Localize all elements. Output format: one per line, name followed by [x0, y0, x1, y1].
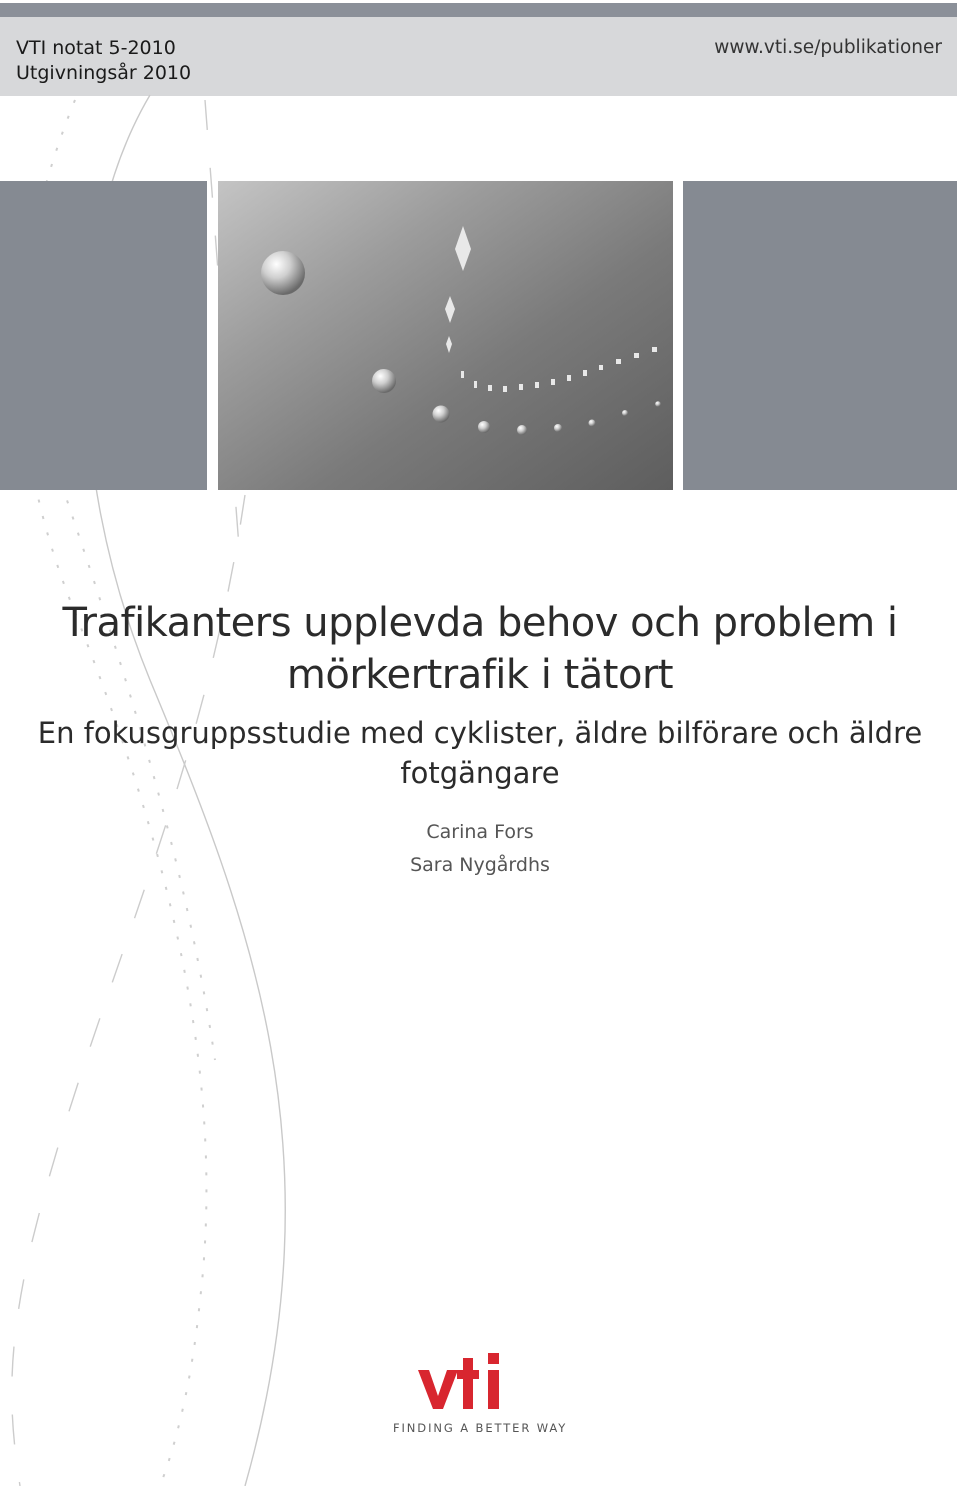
tile-shape: [551, 379, 555, 385]
gray-panel-left: [0, 181, 207, 490]
sphere: [372, 369, 396, 393]
logo-letter-t-stem: [463, 1358, 473, 1409]
tile-shape: [567, 375, 571, 381]
report-title-line-1: Trafikanters upplevda behov och problem i: [62, 600, 898, 646]
sphere: [478, 421, 490, 433]
author-name: Sara Nygårdhs: [410, 854, 550, 876]
tile-shape: [616, 359, 621, 364]
top-accent-bar: [0, 3, 957, 17]
logo-letter-v: [418, 1370, 458, 1409]
sphere: [433, 406, 450, 423]
sphere: [517, 425, 527, 435]
tile-shape: [461, 371, 464, 378]
report-subtitle-line-2: fotgängare: [400, 756, 560, 790]
logo-letter-i-stem: [488, 1370, 499, 1409]
publication-year: Utgivningsår 2010: [16, 62, 192, 84]
diamond-shape: [455, 226, 471, 271]
cover-photo: [218, 181, 673, 490]
tile-shape: [535, 382, 539, 388]
tile-shape: [652, 347, 657, 352]
spheres-illustration: [218, 181, 673, 490]
sphere: [655, 401, 661, 407]
sphere: [589, 420, 596, 427]
tile-shape: [583, 370, 587, 376]
gray-panel-right: [683, 181, 957, 490]
tile-shape: [474, 381, 477, 388]
publications-link[interactable]: www.vti.se/publikationer: [714, 37, 942, 58]
tile-shape: [488, 385, 492, 391]
header-band: [0, 17, 957, 96]
tile-shape: [599, 365, 603, 370]
diamond-shape: [445, 296, 455, 323]
logo-letter-i-dot: [488, 1353, 499, 1364]
series-number: VTI notat 5-2010: [16, 37, 176, 59]
tile-shape: [519, 384, 523, 390]
author-name: Carina Fors: [426, 821, 534, 843]
diamond-shape: [446, 336, 452, 353]
sphere: [554, 424, 562, 432]
vti-logo: [418, 1353, 504, 1415]
logo-tagline: FINDING A BETTER WAY: [393, 1421, 568, 1435]
report-subtitle-line-1: En fokusgruppsstudie med cyklister, äldre bilförare och äldre: [37, 716, 923, 750]
report-title-line-2: mörkertrafik i tätort: [286, 652, 674, 698]
tile-shape: [503, 386, 507, 392]
sphere: [261, 251, 305, 295]
sphere: [622, 410, 628, 416]
tile-shape: [634, 353, 639, 358]
logo-letter-t-bar: [457, 1370, 479, 1379]
vti-logo-mark: [418, 1353, 504, 1411]
